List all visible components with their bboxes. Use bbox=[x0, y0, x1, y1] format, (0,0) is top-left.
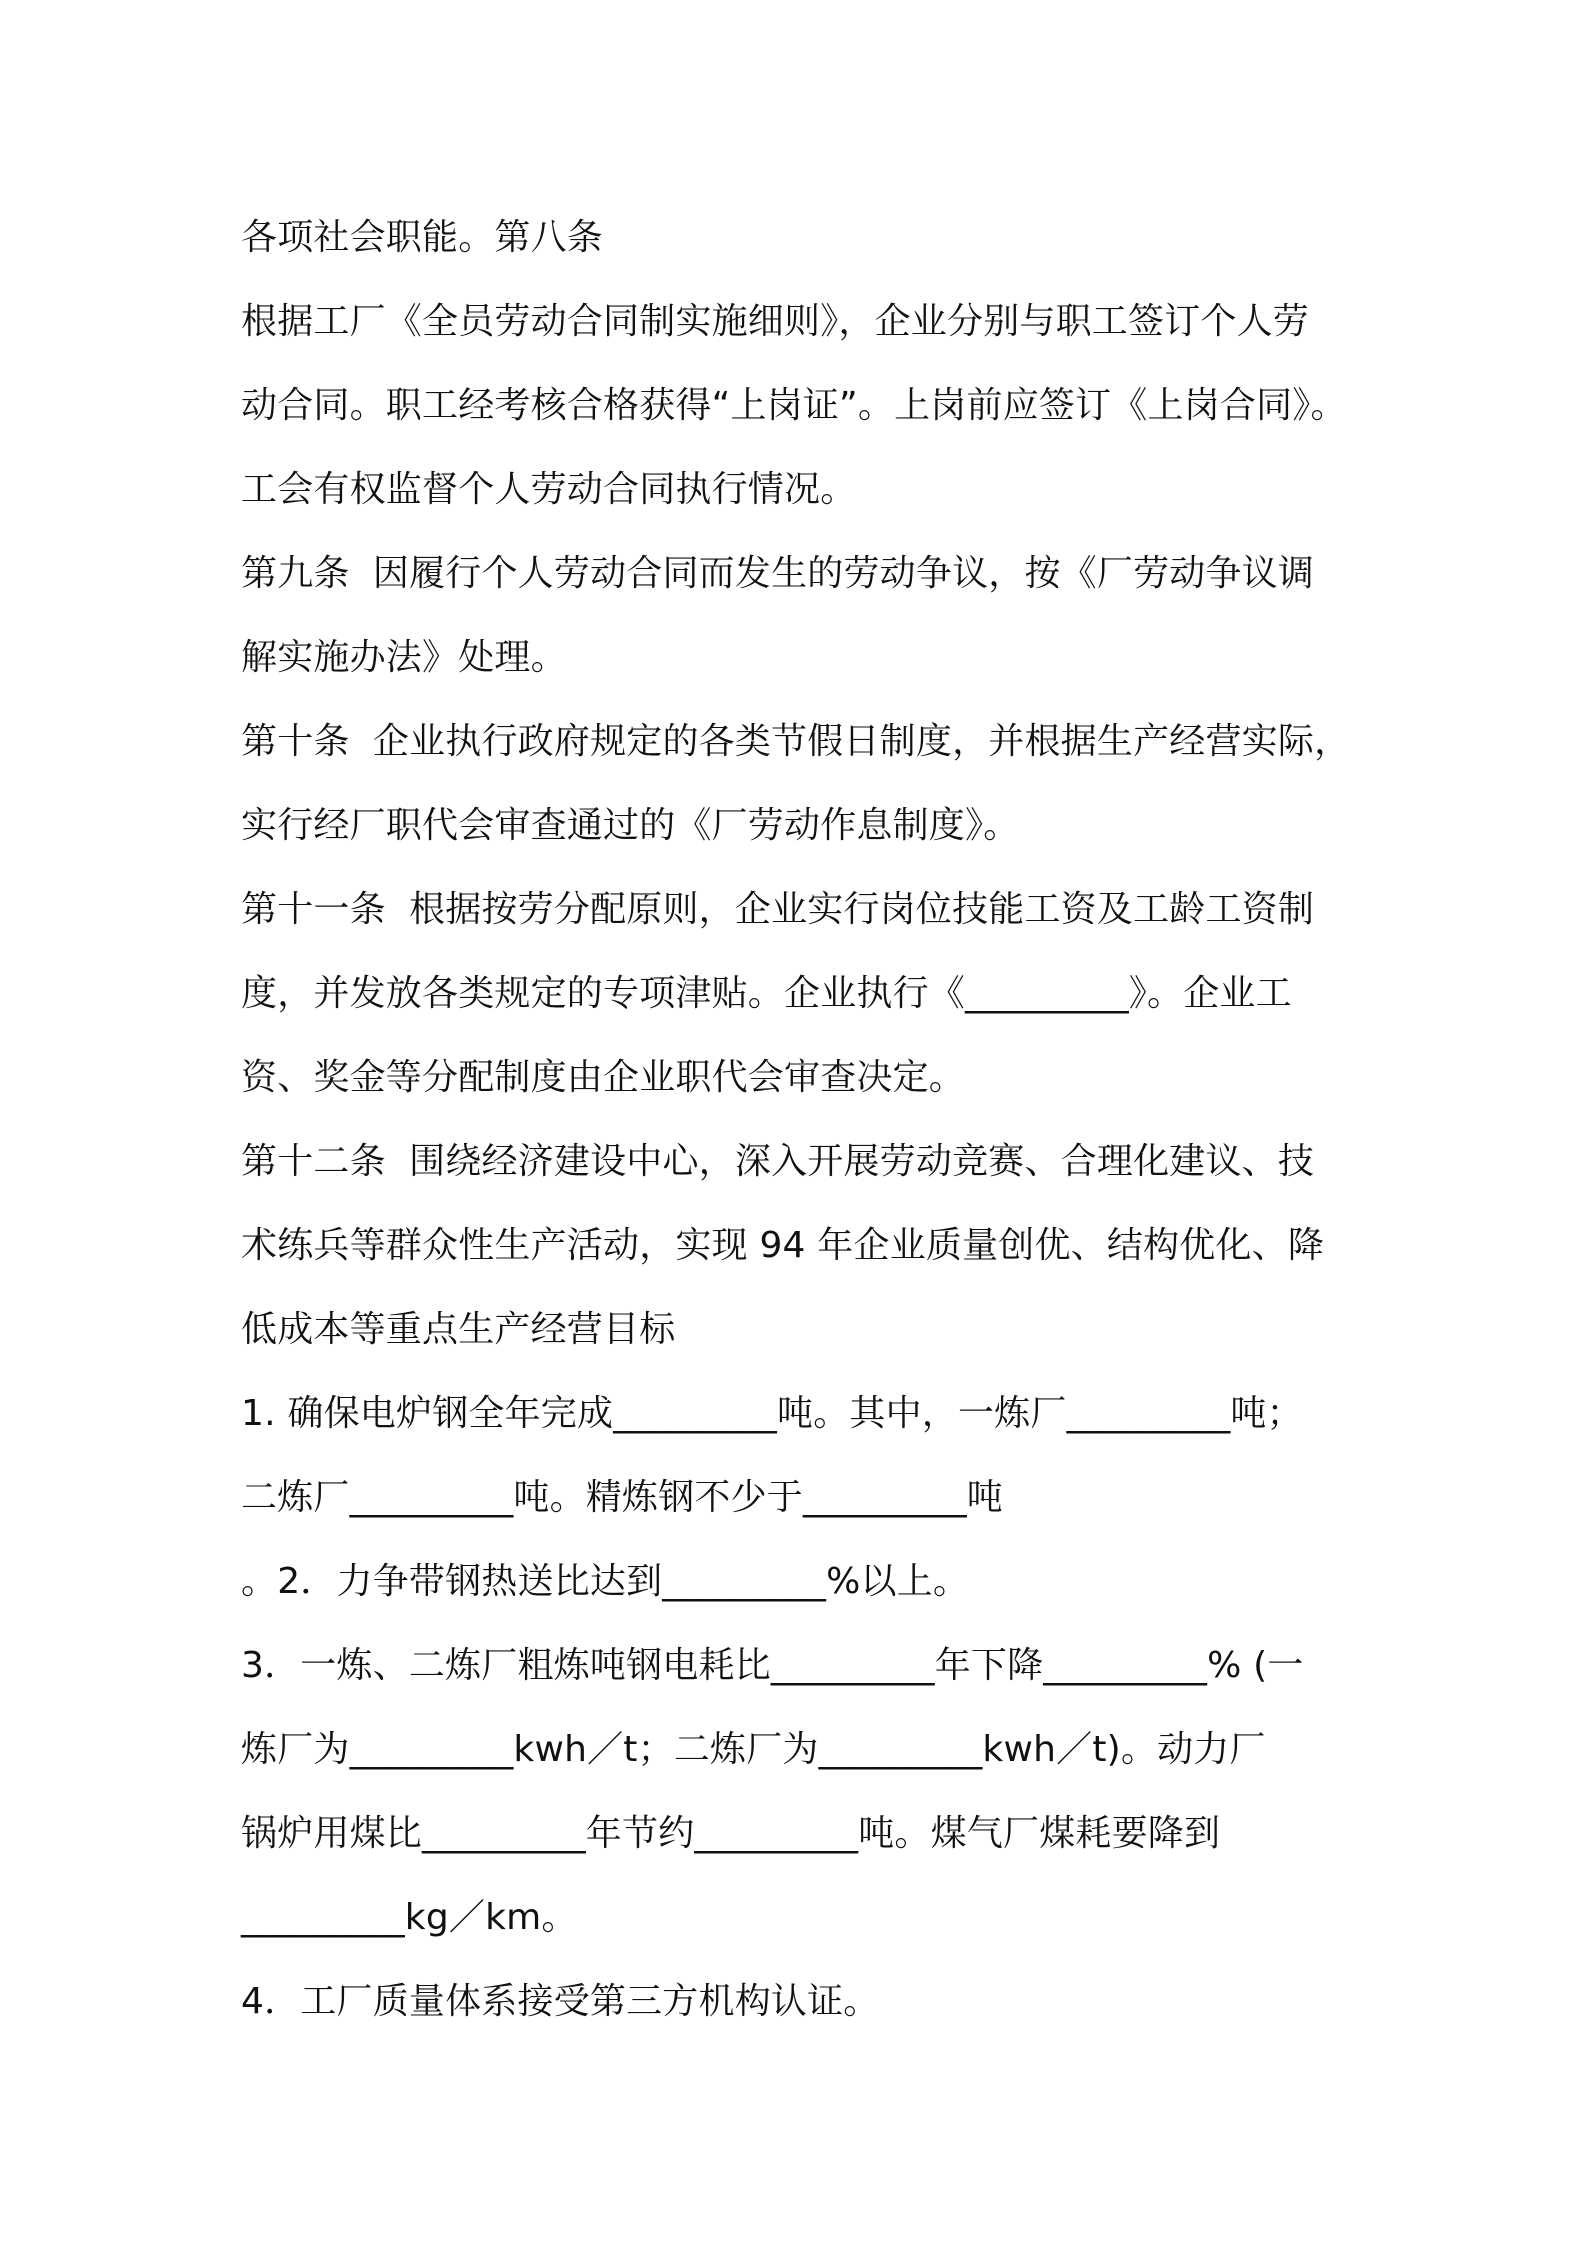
text-line: 动合同。职工经考核合格获得“上岗证”。上岗前应签订《上岗合同》。 bbox=[241, 385, 1347, 426]
text-line: 术练兵等群众性生产活动，实现 94 年企业质量创优、结构优化、降 bbox=[241, 1225, 1325, 1266]
text-line: 解实施办法》处理。 bbox=[241, 637, 567, 678]
text-line: 各项社会职能。第八条 bbox=[241, 217, 604, 258]
text-line: 第九条 因履行个人劳动合同而发生的劳动争议，按《厂劳动争议调 bbox=[241, 553, 1315, 594]
text-line: _________kg／km。 bbox=[241, 1897, 578, 1938]
text-line: 第十条 企业执行政府规定的各类节假日制度，并根据生产经营实际， bbox=[241, 721, 1351, 762]
text-line: 二炼厂_________吨。精炼钢不少于_________吨 bbox=[241, 1477, 1004, 1518]
text-line: 低成本等重点生产经营目标 bbox=[241, 1309, 676, 1350]
text-line: 。2．力争带钢热送比达到_________%以上。 bbox=[241, 1561, 970, 1602]
text-line: 度，并发放各类规定的专项津贴。企业执行《_________》。企业工 bbox=[241, 973, 1292, 1014]
text-line: 4．工厂质量体系接受第三方机构认证。 bbox=[241, 1981, 880, 2022]
text-line: 炼厂为_________kwh／t；二炼厂为_________kwh／t)。动力厂 bbox=[241, 1729, 1266, 1770]
text-line: 3．一炼、二炼厂粗炼吨钢电耗比_________年下降_________% (一 bbox=[241, 1645, 1304, 1686]
text-line: 根据工厂《全员劳动合同制实施细则》，企业分别与职工签订个人劳 bbox=[241, 301, 1310, 342]
text-line: 实行经厂职代会审查通过的《厂劳动作息制度》。 bbox=[241, 805, 1020, 846]
text-line: 锅炉用煤比_________年节约_________吨。煤气厂煤耗要降到 bbox=[241, 1813, 1221, 1854]
text-line: 1. 确保电炉钢全年完成_________吨。其中，一炼厂_________吨； bbox=[241, 1393, 1303, 1434]
text-line: 资、奖金等分配制度由企业职代会审查决定。 bbox=[241, 1057, 966, 1098]
text-line: 工会有权监督个人劳动合同执行情况。 bbox=[241, 469, 857, 510]
document-body bbox=[241, 196, 1361, 2044]
text-line: 第十一条 根据按劳分配原则，企业实行岗位技能工资及工龄工资制 bbox=[241, 889, 1315, 930]
text-line: 第十二条 围绕经济建设中心，深入开展劳动竞赛、合理化建议、技 bbox=[241, 1141, 1315, 1182]
